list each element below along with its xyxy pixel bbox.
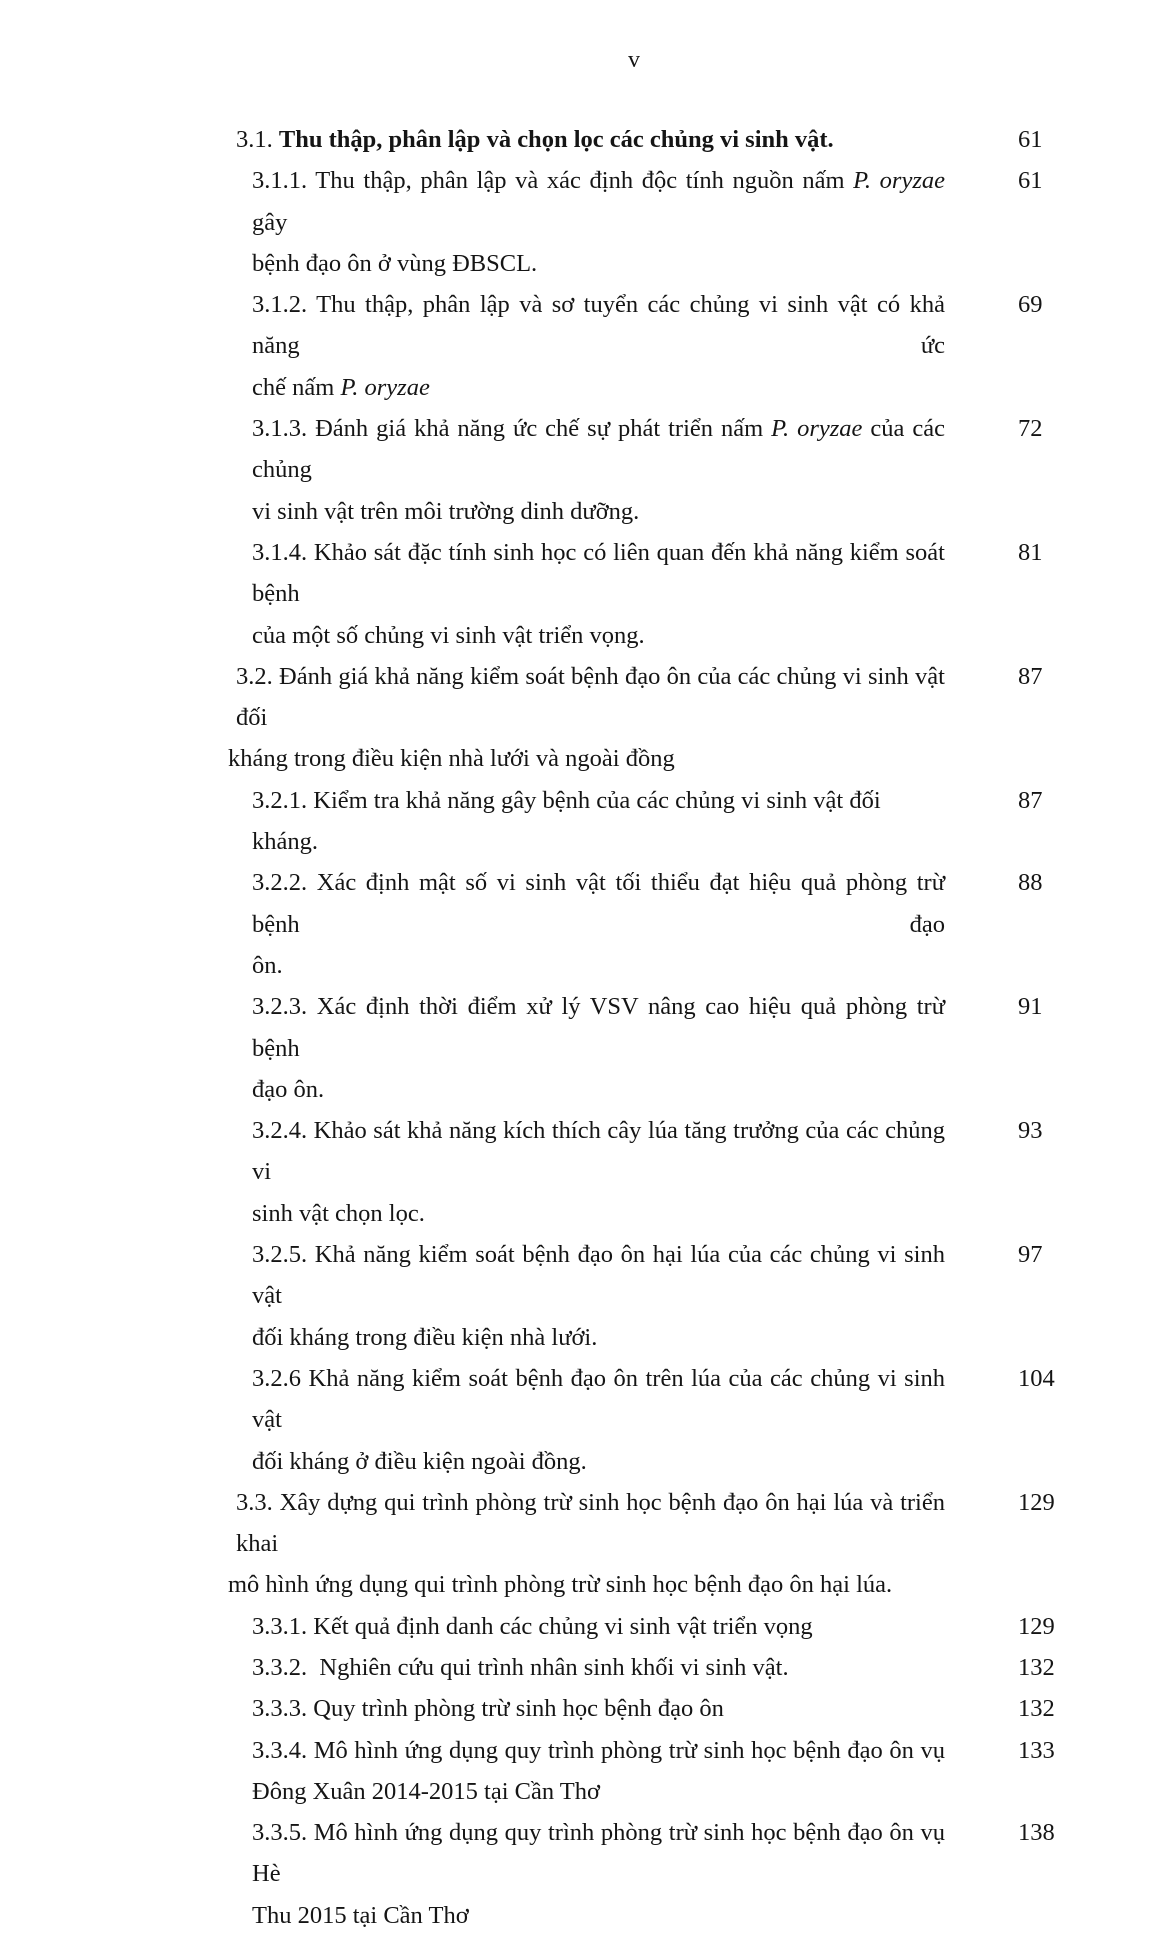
toc-entry-line (228, 1482, 945, 1565)
toc-text-segment: 3.2.1. Kiểm tra khả năng gây bệnh của các chủng vi sinh vật đối kháng. (252, 786, 881, 856)
toc-text-segment: 3.3.1. Kết quả định danh các chủng vi sinh vật triển vọng (252, 1612, 813, 1640)
toc-entry-line (252, 986, 945, 1069)
toc-entry-text (252, 862, 945, 986)
toc-entry-line (228, 119, 945, 160)
toc-entry-line (228, 738, 945, 779)
toc-text-segment: bệnh đạo ôn ở vùng ĐBSCL. (252, 249, 538, 277)
toc-entry-3-2-2 (228, 862, 1088, 986)
toc-entry-line (252, 1110, 945, 1193)
toc-entry-3-2-6 (228, 1358, 1088, 1482)
toc-entry-3-2-4 (228, 1110, 1088, 1234)
toc-text-segment: 3.1.1. Thu thập, phân lập và xác định độc tính nguồn nấm (252, 167, 854, 195)
toc-entry-line (252, 1895, 945, 1936)
toc-entry-3-1-3 (228, 408, 1088, 532)
toc-page-number: 61 (1018, 167, 1043, 195)
toc-entry-text (252, 284, 945, 408)
toc-entry-line (252, 532, 945, 615)
toc-page-number: 72 (1018, 415, 1043, 443)
toc-text-segment: Thu 2015 tại Cần Thơ (252, 1901, 469, 1929)
toc-text-segment: 3.1. (236, 126, 279, 153)
toc-page-number: 132 (1018, 1695, 1055, 1723)
toc-text-segment: của một số chủng vi sinh vật triển vọng. (252, 621, 645, 649)
toc-entry-line (252, 1317, 945, 1358)
toc-page-number: 104 (1018, 1364, 1055, 1392)
toc-entry-line (252, 243, 945, 284)
page-number-header: v (628, 47, 640, 73)
toc-entry-text (252, 986, 945, 1110)
toc-entry-line (252, 615, 945, 656)
species-name: P. oryzae (771, 415, 863, 443)
toc-entry-3-1-2 (228, 284, 1088, 408)
toc-entry-line (252, 1358, 945, 1441)
toc-entry-text (228, 119, 945, 160)
toc-entry-text (252, 1688, 945, 1729)
toc-entry-text (252, 1647, 945, 1688)
toc-entry-text (228, 656, 945, 780)
toc-entry-3-3-1 (228, 1606, 1088, 1647)
toc-page-number: 129 (1018, 1488, 1055, 1516)
toc-entry-line (252, 1688, 945, 1729)
toc-entry-line (252, 862, 945, 945)
toc-page-number: 87 (1018, 662, 1043, 690)
toc-text-segment: 3.3.3. Quy trình phòng trừ sinh học bệnh đạo ôn (252, 1695, 724, 1723)
toc-text-segment: của các chủng (252, 415, 945, 484)
toc-page-number: 81 (1018, 538, 1043, 566)
toc-page-number: 129 (1018, 1612, 1055, 1640)
toc-entry-3-2-1 (228, 780, 1088, 863)
toc-text-segment: đối kháng ở điều kiện ngoài đồng. (252, 1447, 587, 1475)
toc-entry-3-2-5 (228, 1234, 1088, 1358)
toc-entry-text (252, 1812, 945, 1936)
toc-list (228, 119, 1088, 1936)
toc-text-segment: 3.3.2. Nghiên cứu qui trình nhân sinh khối vi sinh vật. (252, 1653, 789, 1681)
toc-entry-3-3-4 (228, 1730, 1088, 1813)
toc-entry-line (252, 1193, 945, 1234)
toc-text-segment: gây (252, 208, 288, 236)
toc-entry-text (252, 408, 945, 532)
toc-entry-line (252, 284, 945, 367)
toc-entry-3-3-3 (228, 1688, 1088, 1729)
toc-page-number: 91 (1018, 993, 1043, 1021)
toc-text-segment: đạo ôn. (252, 1075, 325, 1103)
toc-entry-line (228, 656, 945, 739)
toc-page-number: 132 (1018, 1653, 1055, 1681)
toc-text-segment: đối kháng trong điều kiện nhà lưới. (252, 1323, 598, 1351)
toc-entry-3-3-5 (228, 1812, 1088, 1936)
toc-text-segment: mô hình ứng dụng qui trình phòng trừ sinh học bệnh đạo ôn hại lúa. (228, 1571, 893, 1599)
toc-text-segment: Thu thập, phân lập và chọn lọc các chủng vi sinh vật. (278, 126, 834, 153)
toc-text-segment: 3.1.2. Thu thập, phân lập và sơ tuyển các chủng vi sinh vật có khả năng ức (252, 291, 945, 360)
toc-entry-3-1-4 (228, 532, 1088, 656)
toc-entry-text (252, 1730, 945, 1813)
toc-entry-line (252, 1441, 945, 1482)
toc-entry-line (252, 408, 945, 491)
toc-entry-line (252, 1812, 945, 1895)
toc-entry-line (252, 491, 945, 532)
toc-page-number: 69 (1018, 291, 1043, 319)
toc-entry-text (252, 160, 945, 284)
toc-entry-line (252, 1606, 945, 1647)
toc-text-segment: 3.2.3. Xác định thời điểm xử lý VSV nâng cao hiệu quả phòng trừ bệnh (252, 993, 945, 1062)
toc-entry-3-3 (228, 1482, 1088, 1606)
toc-entry-3-2-3 (228, 986, 1088, 1110)
toc-entry-3-2 (228, 656, 1088, 780)
toc-entry-line (252, 1069, 945, 1110)
toc-entry-line (252, 1771, 945, 1812)
toc-page-number: 138 (1018, 1819, 1055, 1847)
toc-page-number: 61 (1018, 126, 1043, 153)
toc-entry-text (228, 1482, 945, 1606)
toc-entry-line (252, 945, 945, 986)
toc-page-number: 133 (1018, 1736, 1055, 1764)
toc-entry-line (252, 1234, 945, 1317)
toc-text-segment: 3.2.2. Xác định mật số vi sinh vật tối thiểu đạt hiệu quả phòng trừ bệnh đạo (252, 869, 945, 938)
toc-entry-text (252, 532, 945, 656)
toc-page-number: 97 (1018, 1241, 1043, 1269)
toc-text-segment: 3.1.4. Khảo sát đặc tính sinh học có liên quan đến khả năng kiểm soát bệnh (252, 538, 945, 608)
toc-entry-3-1 (228, 119, 1088, 160)
toc-entry-3-3-2 (228, 1647, 1088, 1688)
toc-entry-3-1-1 (228, 160, 1088, 284)
toc-page-number: 88 (1018, 869, 1043, 897)
toc-text-segment: Đông Xuân 2014-2015 tại Cần Thơ (252, 1777, 600, 1805)
toc-page-number: 93 (1018, 1117, 1043, 1145)
toc-text-segment: ôn. (252, 951, 283, 979)
toc-entry-line (228, 1564, 945, 1605)
toc-text-segment: vi sinh vật trên môi trường dinh dưỡng. (252, 497, 640, 525)
toc-text-segment: 3.2.4. Khảo sát khả năng kích thích cây lúa tăng trưởng của các chủng vi (252, 1117, 945, 1186)
species-name: P. oryzae (853, 167, 946, 195)
toc-text-segment: 3.2. Đánh giá khả năng kiểm soát bệnh đạo ôn của các chủng vi sinh vật đối (236, 662, 945, 732)
toc-entry-line (252, 780, 945, 863)
toc-text-segment: kháng trong điều kiện nhà lưới và ngoài đồng (228, 745, 675, 773)
toc-text-segment: 3.2.6 Khả năng kiểm soát bệnh đạo ôn trên lúa của các chủng vi sinh vật (252, 1364, 945, 1434)
toc-entry-line (252, 160, 945, 243)
toc-entry-text (252, 1358, 945, 1482)
toc-text-segment: 3.3. Xây dựng qui trình phòng trừ sinh học bệnh đạo ôn hại lúa và triển khai (236, 1488, 945, 1558)
toc-entry-line (252, 1730, 945, 1771)
toc-entry-line (252, 367, 945, 408)
toc-entry-text (252, 1606, 945, 1647)
toc-entry-line (252, 1647, 945, 1688)
toc-text-segment: sinh vật chọn lọc. (252, 1199, 425, 1227)
toc-text-segment: 3.1.3. Đánh giá khả năng ức chế sự phát triển nấm (252, 415, 772, 443)
toc-page-number: 87 (1018, 786, 1043, 814)
toc-text-segment: 3.3.5. Mô hình ứng dụng quy trình phòng trừ sinh học bệnh đạo ôn vụ Hè (252, 1819, 945, 1888)
toc-entry-text (252, 780, 945, 863)
toc-text-segment: chế nấm (252, 373, 341, 401)
toc-text-segment: 3.2.5. Khả năng kiểm soát bệnh đạo ôn hại lúa của các chủng vi sinh vật (252, 1241, 945, 1310)
toc-entry-text (252, 1110, 945, 1234)
toc-text-segment: 3.3.4. Mô hình ứng dụng quy trình phòng trừ sinh học bệnh đạo ôn vụ (252, 1736, 945, 1764)
toc-entry-text (252, 1234, 945, 1358)
species-name: P. oryzae (340, 373, 430, 401)
